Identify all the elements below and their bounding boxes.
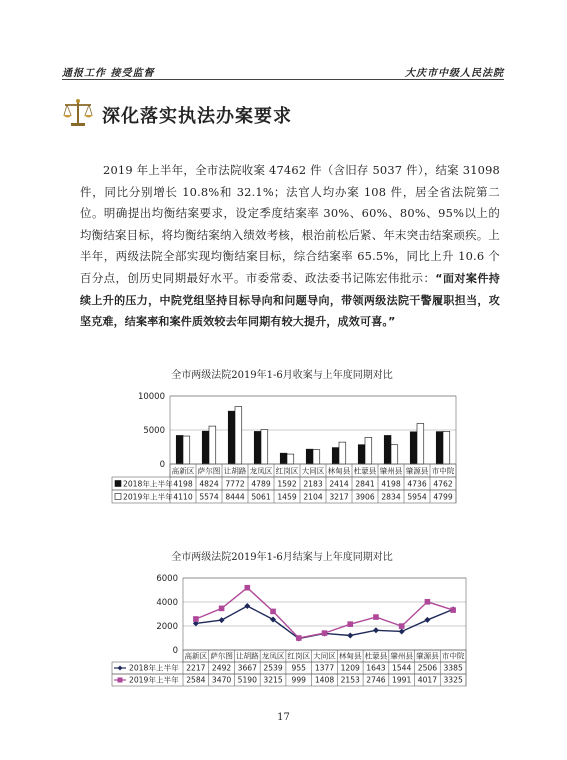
bar-2019 [235,407,242,464]
data-label: 1643 [366,663,386,673]
bar-2018 [280,453,287,464]
category-label: 红岗区 [275,466,299,476]
data-label: 3385 [443,663,463,673]
data-label: 1209 [340,663,360,673]
data-label: 2183 [303,479,323,489]
chart-2-closing-line-chart [0,566,567,688]
y-tick-label: 10000 [137,392,165,402]
data-label: 4110 [173,492,193,502]
data-label: 2539 [263,663,283,673]
category-label: 林甸县 [327,466,351,476]
category-label: 红岗区 [287,651,311,661]
data-point-2018 [244,603,250,609]
data-label: 955 [291,663,307,673]
data-label: 4762 [433,479,453,489]
data-point-2018 [399,628,405,634]
data-point-2019 [219,606,225,612]
category-label: 萨尔图 [197,466,221,476]
data-point-2019 [373,614,379,620]
bar-2018 [436,432,443,464]
section-title: 深化落实执法办案要求 [102,106,292,127]
data-point-2018 [347,632,353,638]
bar-2018 [228,411,235,464]
data-label: 2414 [329,479,349,489]
legend-label: 2018年上半年 [123,479,173,489]
bar-2019 [391,445,398,464]
data-label: 3325 [443,675,463,685]
data-label: 1377 [314,663,335,673]
data-point-2019 [245,585,251,591]
data-label: 1459 [277,492,297,502]
legend-label: 2019年上半年 [123,492,173,502]
data-label: 3215 [263,675,283,685]
category-label: 高新区 [184,651,208,661]
category-label: 大同区 [313,651,336,661]
legend-key [115,481,121,487]
category-label: 大同区 [301,466,325,476]
legend-key-marker [118,666,123,671]
data-label: 1592 [277,479,297,489]
bar-2018 [332,448,339,464]
category-label: 杜蒙县 [364,651,388,661]
bar-2018 [358,445,365,464]
legend-label: 2018年上半年 [129,663,179,673]
y-tick-label: 0 [172,646,178,656]
data-label: 2506 [417,663,438,673]
data-label: 7772 [225,479,245,489]
paragraph-body-text: 2019 年上半年，全市法院收案 47462 件（含旧存 5037 件），结案 31098 件，同比分别增长 10.8%和 32.1%；法官人均办案 108 件，居全省法院第二位。明确提出均衡结案要求，设定季度结案率 30%、60%、80%、95%以上的均衡结案目标，将均衡结案纳入绩效考核，根治前松后紧、年末突击结案顽疾。上半年，两级法院全部实现均衡结案目标，综合结案率 65.5%，同比上升 10.6 个百分点，创历史同期最好水平。市委常委、政法委书记陈宏伟批示： [80,163,500,285]
data-label: 3217 [329,492,349,502]
data-point-2019 [425,599,431,605]
header-left-text: 通报工作 接受监督 [62,68,155,79]
bar-2019 [261,430,268,464]
data-label: 4799 [433,492,453,502]
y-tick-label: 6000 [156,574,178,584]
data-label: 1408 [314,675,335,685]
bar-2019 [339,442,346,464]
data-label: 4017 [417,675,438,685]
data-label: 2153 [340,675,360,685]
data-label: 4198 [173,479,193,489]
category-label: 肇源县 [416,651,439,661]
y-tick-label: 4000 [156,598,178,608]
category-label: 让胡路 [235,651,259,661]
data-label: 3470 [211,675,232,685]
bar-2018 [306,449,313,464]
category-label: 龙凤区 [261,651,285,661]
data-label: 2834 [381,492,401,502]
legend-key [115,494,121,500]
category-label: 市中院 [431,466,455,476]
category-label: 肇源县 [405,466,429,476]
category-label: 肇州县 [390,651,414,661]
data-point-2019 [399,623,405,629]
data-point-2018 [424,617,430,623]
data-label: 4198 [381,479,401,489]
data-label: 3667 [237,663,257,673]
bar-2019 [417,424,424,464]
chart-2-title: 全市两级法院2019年1-6月结案与上年度同期对比 [171,552,393,563]
data-label: 2584 [186,675,206,685]
data-point-2019 [347,621,353,627]
data-label: 3906 [355,492,375,502]
category-label: 杜蒙县 [353,466,377,476]
data-point-2019 [270,609,276,615]
legend-label: 2019年上半年 [129,675,179,685]
bar-2019 [183,436,190,464]
bar-2019 [365,437,372,464]
category-label: 市中院 [441,651,465,661]
data-label: 1544 [392,663,412,673]
bar-2018 [384,435,391,464]
y-tick-label: 0 [159,460,165,470]
chart-1-title: 全市两级法院2019年1-6月收案与上年度同期对比 [171,370,393,381]
data-point-2018 [219,617,225,623]
data-label: 999 [291,675,307,685]
data-label: 2104 [303,492,323,502]
header-right-text: 大庆市中级人民法院 [405,68,504,79]
data-point-2018 [373,627,379,633]
y-tick-label: 5000 [143,426,165,436]
body-paragraph [80,160,500,333]
data-point-2019 [322,630,328,636]
bar-2019 [443,431,450,464]
category-label: 让胡路 [223,466,247,476]
bar-2018 [410,432,417,464]
data-label: 1991 [392,675,412,685]
paragraph-quote: “面对案件持续上升的压力，中院党组坚持目标导向和问题导向，带领两级法院干警履职担当，攻坚克难，结案率和案件质效较去年同期有较大提升，成效可喜。” [80,271,500,329]
bar-2019 [209,426,216,464]
bar-2018 [254,431,261,464]
legend-key-marker [118,678,123,683]
category-label: 龙凤区 [249,466,273,476]
data-label: 2746 [366,675,386,685]
data-label: 5061 [251,492,271,502]
bar-2018 [202,431,209,464]
scales-of-justice-icon [62,98,94,128]
data-label: 8444 [225,492,245,502]
bar-2018 [176,435,183,464]
category-label: 林甸县 [338,651,362,661]
page-number: 17 [277,712,290,723]
bar-2019 [313,450,320,464]
data-label: 4736 [407,479,427,489]
data-point-2019 [193,616,199,622]
data-label: 4789 [251,479,271,489]
data-point-2019 [450,607,456,613]
y-tick-label: 2000 [156,622,178,632]
chart-1-filing-bar-chart [0,384,567,524]
data-label: 2841 [355,479,375,489]
page-header [62,62,504,80]
data-point-2019 [296,635,302,641]
data-label: 4824 [199,479,219,489]
plot-frame [183,578,466,650]
category-label: 萨尔图 [210,651,233,661]
data-label: 5190 [237,675,257,685]
data-label: 5954 [407,492,427,502]
category-label: 肇州县 [379,466,403,476]
data-label: 2217 [186,663,206,673]
data-label: 2492 [211,663,232,673]
data-label: 5574 [199,492,219,502]
category-label: 高新区 [171,466,195,476]
bar-2019 [287,454,294,464]
